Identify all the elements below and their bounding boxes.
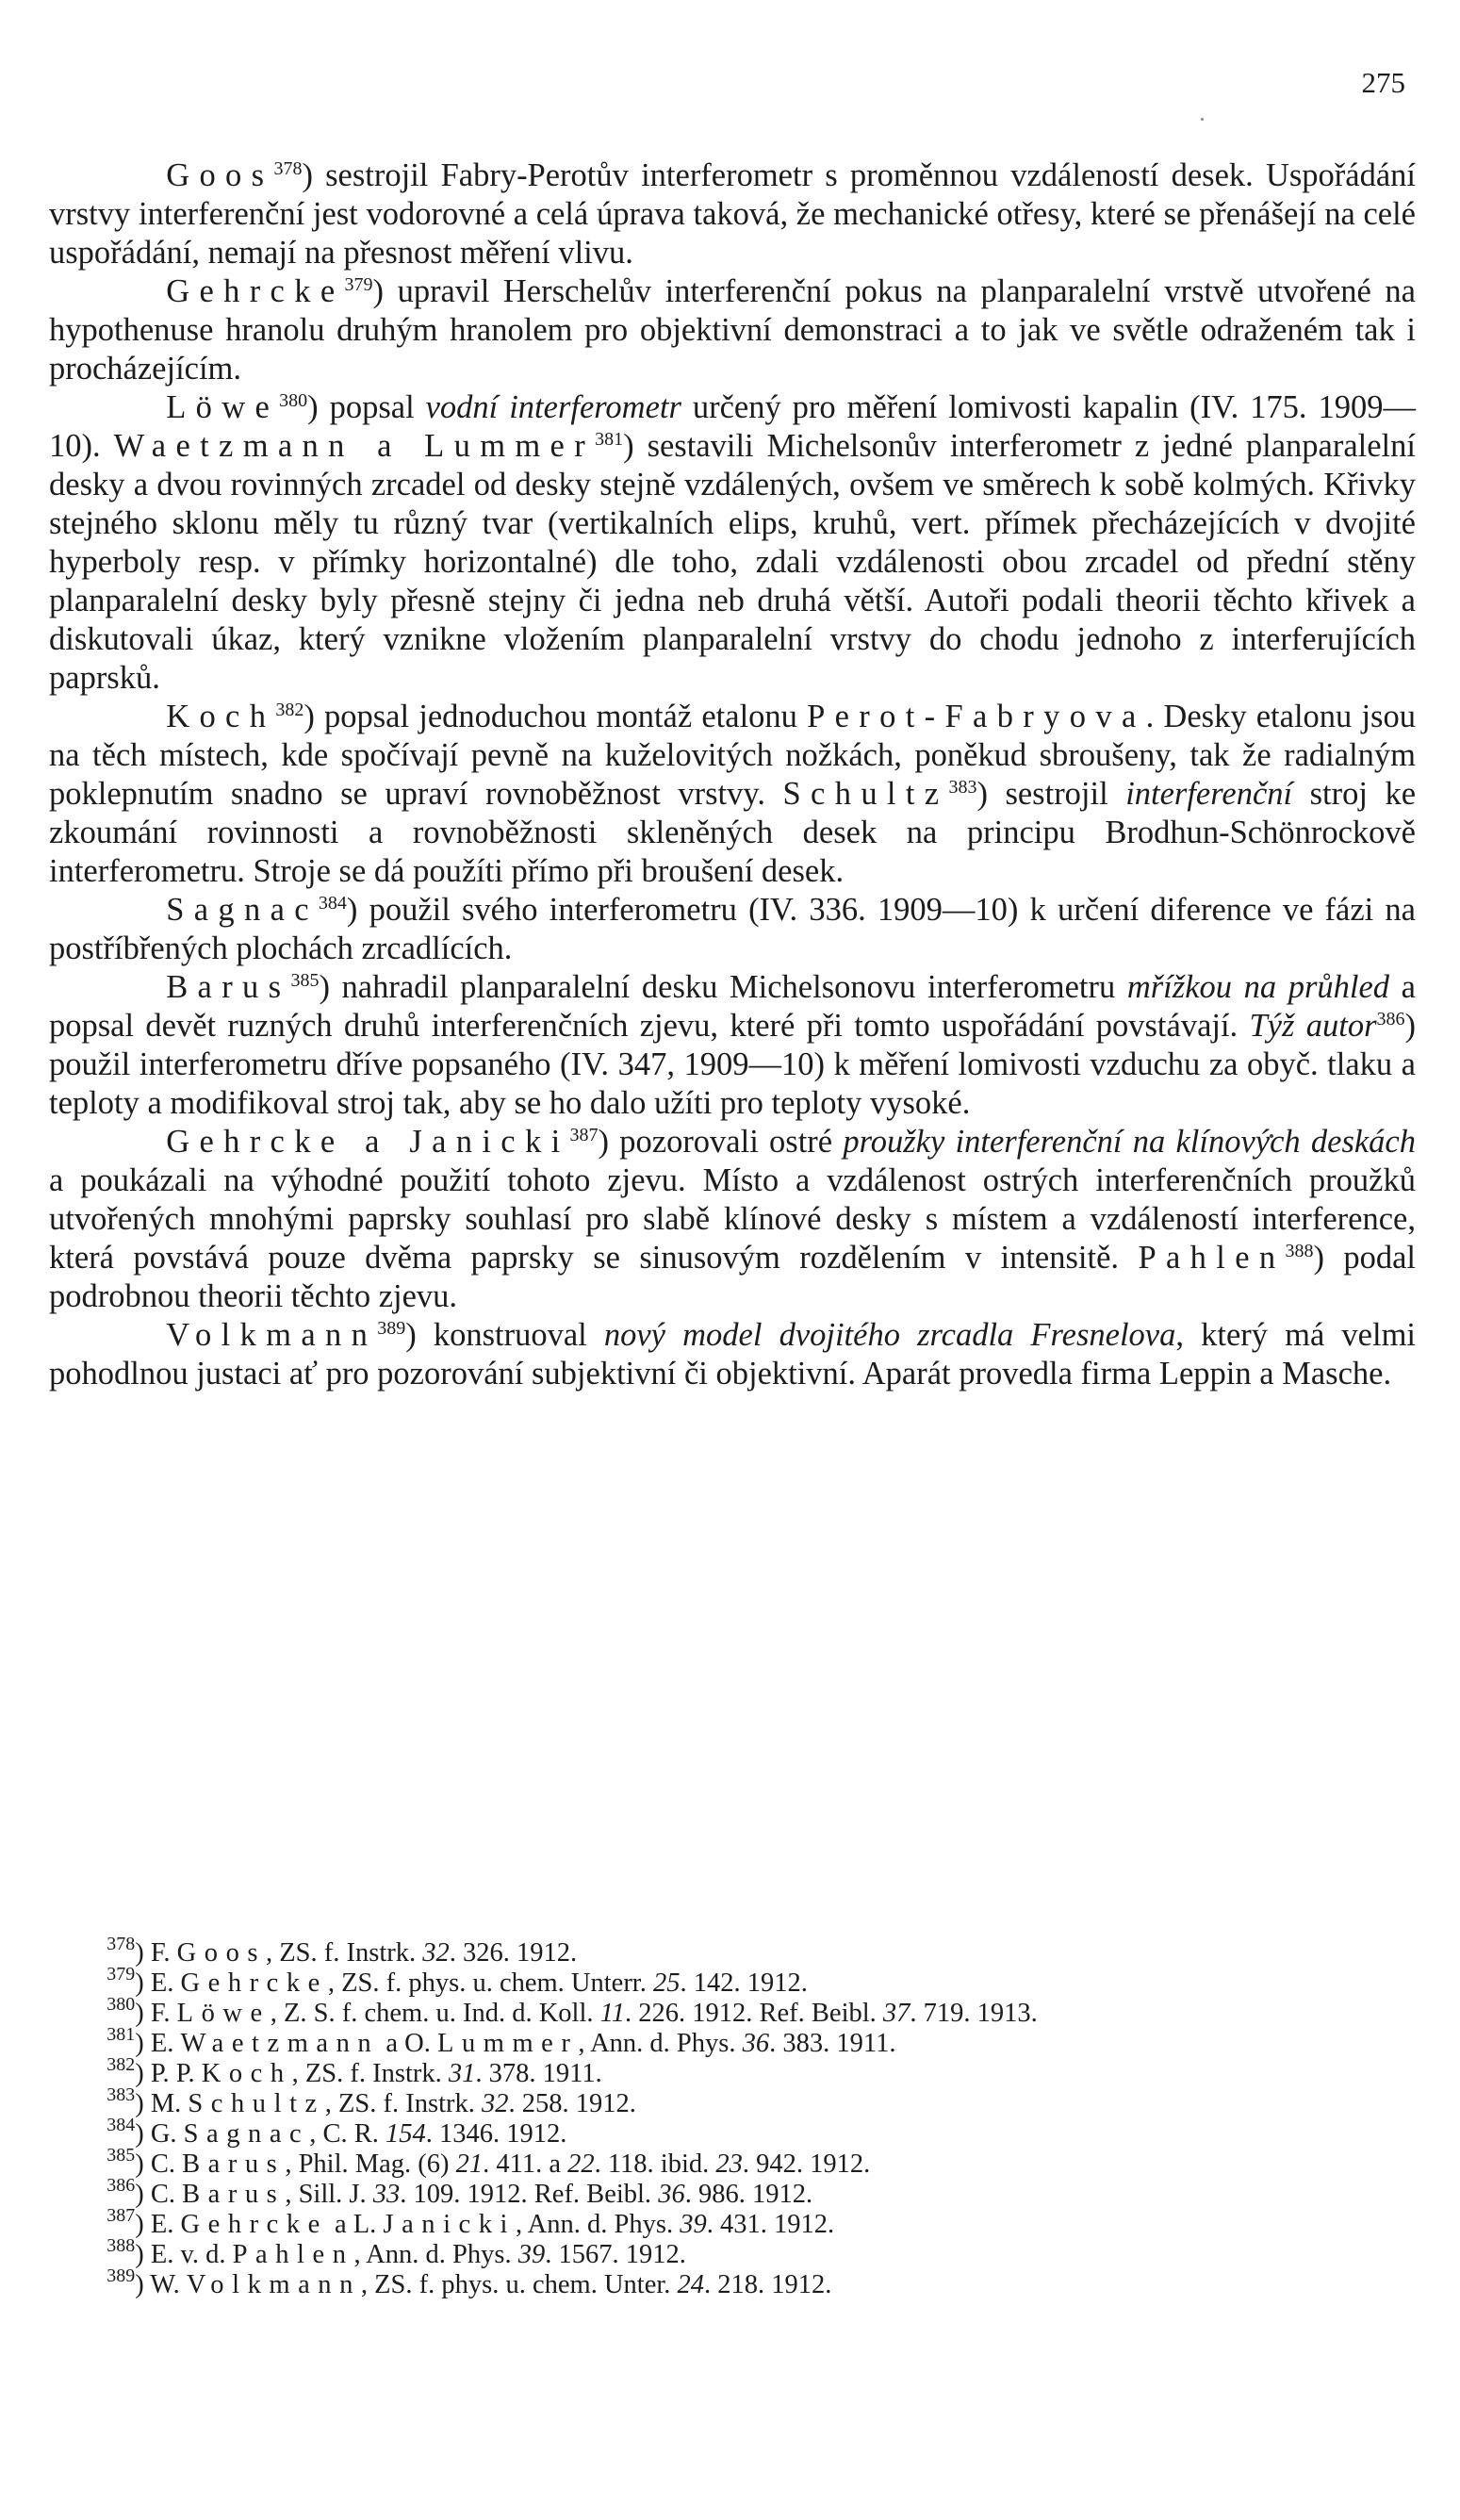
text-run: . 383. 1911. (769, 2029, 896, 2058)
text-run: , ZS. f. phys. u. chem. Unter. (360, 2270, 678, 2299)
italic-text: 39 (680, 2210, 707, 2239)
author-name: Volkmann (186, 2270, 361, 2299)
paragraph (49, 272, 1416, 388)
italic-text: nový model dvojitého zrcadla Fresnelova (603, 1317, 1176, 1353)
italic-text: Týž autor (1249, 1008, 1377, 1044)
text-run: . 1567. 1912. (545, 2240, 686, 2269)
paragraph (49, 968, 1416, 1123)
footnote-number-value: 383 (107, 2084, 136, 2105)
footnote-paren: ) (135, 2180, 151, 2209)
text-run: , Ann. d. Phys. (353, 2240, 518, 2269)
text-run: . 1346. 1912. (425, 2119, 567, 2149)
footnote (49, 2023, 1416, 2059)
footnote (49, 2114, 1416, 2149)
author-name: Schultz (188, 2089, 325, 2118)
footnote-paren: ) (135, 2210, 151, 2239)
footnote-number-value: 388 (107, 2234, 136, 2256)
text-run: F. (150, 1999, 177, 2028)
speck (1201, 118, 1204, 121)
paragraph (49, 156, 1416, 272)
footnote-ref: 380 (279, 389, 308, 411)
text-run: . 942. 1912. (742, 2149, 871, 2179)
footnote-number-value: 385 (107, 2144, 136, 2166)
footnote-paren: ) (135, 2270, 151, 2299)
page-number: 275 (1361, 66, 1405, 99)
footnote-ref: 378 (273, 157, 303, 179)
italic-text: 11 (599, 1999, 626, 2028)
text-run: , ZS. f. Instrk. (266, 1938, 423, 1968)
author-name: Volkmann (166, 1317, 378, 1353)
text-run: . 258. 1912. (508, 2089, 636, 2118)
text-run: . 218. 1912. (704, 2270, 832, 2299)
footnote (49, 2204, 1416, 2240)
footnote-ref: 389 (377, 1317, 406, 1339)
footnotes (49, 1933, 1416, 2300)
text-run: ) podal podrobnou theorii těchto zjevu. (49, 1240, 1416, 1314)
footnote-paren: ) (135, 1938, 151, 1968)
italic-text: vodní interferometr (425, 389, 681, 425)
italic-text: interferenční (1125, 776, 1293, 812)
text-run: a popsal devět ruzných druhů interferenčních zjevu, které při tomto uspořádání povstávají. (49, 969, 1416, 1044)
italic-text: 31 (448, 2059, 476, 2088)
italic-text: 32 (422, 1938, 450, 1968)
text-run: ) popsal jednoduchou montáž etalonu (303, 699, 808, 734)
footnote-ref: 379 (344, 273, 373, 295)
italic-text: 21 (455, 2149, 484, 2179)
footnote-ref: 382 (275, 699, 304, 720)
text-run: ) pozorovali ostré (598, 1124, 844, 1160)
text-run: , ZS. f. Instrk. (324, 2089, 482, 2118)
body-text (49, 156, 1416, 1393)
text-run: ) upravil Herschelův interferenční pokus na planparalelní vrstvě utvořené na hypothenuse hranolu druhým hranolem pro objektivní demonstraci a to jak ve světle odraženém tak i procházejícím. (49, 273, 1416, 387)
footnote (49, 1933, 1416, 1968)
author-name: Sagnac (166, 892, 319, 928)
footnote-ref: 388 (1285, 1240, 1314, 1261)
text-run: . 326. 1912. (449, 1938, 578, 1968)
text-run: E. v. d. (150, 2240, 233, 2269)
author-name: Gehrcke (180, 1968, 328, 1998)
text-run: . 719. 1913. (910, 1999, 1038, 2028)
author-name: Schultz (782, 776, 949, 812)
author-name: Perot-Fabryova (807, 699, 1146, 734)
footnote-number-value: 378 (107, 1933, 136, 1954)
text-run: ) sestrojil (976, 776, 1126, 812)
italic-text: 32 (482, 2089, 509, 2118)
footnote-number-value: 384 (107, 2114, 136, 2135)
author-name: Barus (182, 2180, 286, 2209)
text-run: ) sestrojil Fabry-Perotův interferometr s proměnnou vzdáleností desek. Uspořádání vrstvy interferenční jest vodorovné a celá úprava taková, že mechanické otřesy, které se přenášejí na celé uspořádání, nemají na přesnost měření vlivu. (49, 157, 1416, 271)
author-name: Pahlen (1138, 1240, 1286, 1276)
footnote-number-value: 381 (107, 2023, 136, 2045)
text-run: , C. R. (309, 2119, 386, 2149)
italic-text: 39 (517, 2240, 546, 2269)
text-run: , Z. S. f. chem. u. Ind. d. Koll. (270, 1999, 600, 2028)
footnote-paren: ) (135, 1968, 151, 1998)
footnote (49, 1993, 1416, 2029)
author-name: Gehrcke (166, 273, 345, 309)
text-run: . 431. 1912. (706, 2210, 835, 2239)
text-run: určený pro měření lomivosti kapalin (IV. 175. 1909—10). (49, 389, 1416, 464)
footnote-ref: 386 (1376, 1008, 1405, 1029)
author-name: Koch (201, 2059, 292, 2088)
italic-text: 24 (677, 2270, 705, 2299)
text-run: , který má velmi pohodlnou justaci ať pro pozorování subjektivní či objektivní. Aparát provedla firma Leppin a Masche. (49, 1317, 1416, 1392)
footnote (49, 2174, 1416, 2210)
text-run: ) použil svého interferometru (IV. 336. 1909—10) k určení diference ve fázi na postříbřených plochách zrcadlících. (49, 892, 1416, 966)
text-run: C. (150, 2180, 183, 2209)
author-name: Janicki (383, 2210, 516, 2239)
italic-text: 154 (386, 2119, 426, 2149)
text-run: . 226. 1912. Ref. Beibl. (625, 1999, 883, 2028)
paragraph (49, 1123, 1416, 1316)
footnote-number-value: 380 (107, 1993, 136, 2015)
footnote-paren: ) (135, 2240, 151, 2269)
footnote-ref: 387 (569, 1124, 599, 1145)
italic-text: 33 (372, 2180, 401, 2209)
footnote (49, 2265, 1416, 2300)
italic-text: 37 (882, 1999, 910, 2028)
text-run: . 118. ibid. (594, 2149, 716, 2179)
paragraph (49, 891, 1416, 968)
text-run: E. (150, 1968, 181, 1998)
footnote-paren: ) (135, 1999, 151, 2028)
footnote-number-value: 389 (107, 2265, 136, 2286)
text-run: E. (150, 2029, 181, 2058)
italic-text: 22 (567, 2149, 595, 2179)
text-run: stroj ke zkoumání rovinnosti a rovnoběžnosti skleněných desek na principu Brodhun-Schönrockově interferometru. Stroje se dá použíti přímo při broušení desek. (49, 776, 1417, 889)
footnote-ref: 384 (318, 892, 347, 914)
author-name: Gehrcke a Janicki (166, 1124, 570, 1160)
paragraph (49, 698, 1416, 891)
author-name: Goos (166, 157, 274, 193)
footnote-ref: 381 (595, 428, 624, 450)
footnote (49, 2084, 1416, 2119)
text-run: E. (150, 2210, 181, 2239)
author-name: Barus (182, 2149, 286, 2179)
text-run: F. (150, 1938, 177, 1968)
author-name: Goos (176, 1938, 267, 1968)
text-run: . 378. 1911. (475, 2059, 602, 2088)
text-run: , ZS. f. Instrk. (291, 2059, 449, 2088)
text-run: , Ann. d. Phys. (516, 2210, 681, 2239)
footnote-ref: 383 (948, 776, 977, 798)
author-name: Waetzmann a Lummer (113, 428, 596, 464)
italic-text: 36 (658, 2180, 685, 2209)
author-name: Lummer (436, 2029, 579, 2058)
text-run: , Ann. d. Phys. (578, 2029, 743, 2058)
author-name: Sagnac (183, 2119, 310, 2149)
footnote-paren: ) (135, 2089, 151, 2118)
text-run: , Phil. Mag. (6) (285, 2149, 456, 2179)
text-run: , Sill. J. (285, 2180, 373, 2209)
footnote-paren: ) (135, 2119, 151, 2149)
text-run: P. P. (150, 2059, 202, 2088)
italic-text: 36 (742, 2029, 770, 2058)
author-name: Löwe (176, 1999, 271, 2028)
text-run: ) použil interferometru dříve popsaného (IV. 347, 1909—10) k měření lomivosti vzduchu za obyč. tlaku a teploty a modifikoval stroj tak, aby se ho dalo užíti pro teploty vysoké. (49, 1008, 1416, 1121)
paragraph (49, 1316, 1416, 1393)
text-run: . 986. 1912. (684, 2180, 813, 2209)
footnote-number-value: 387 (107, 2204, 136, 2226)
text-run: . 109. 1912. Ref. Beibl. (400, 2180, 659, 2209)
italic-text: proužky interferenční na klínových deskách (843, 1124, 1416, 1160)
footnote-number-value: 379 (107, 1963, 136, 1985)
text-run: ) sestavili Michelsonův interferometr z jedné planparalelní desky a dvou rovinných zrcadel od desky stejně vzdálených, ovšem ve směrech k sobě kolmých. Křivky stejného sklonu měly tu různý tvar (vertikalních elips, kruhů, vert. přímek přecházejících v dvojité hyperboly resp. v přímky horizontalné) dle toho, zdali vzdálenosti obou zrcadel od přední stěny planparalelní desky byly přesně stejny či jedna neb druhá větší. Autoři podali theorii těchto křivek a diskutovali úkaz, který vznikne vložením planparalelní vrstvy do chodu jednoho z interferujících paprsků. (49, 428, 1416, 696)
text-run: G. (150, 2119, 184, 2149)
text-run: a poukázali na výhodné použití tohoto zjevu. Místo a vzdálenost ostrých interferenčních proužků utvořených mnohými paprsky souhlasí pro slabě klínové desky s místem a vzdáleností interference, která povstává pouze dvěma paprsky se sinusovým rozdělením v intensitě. (49, 1162, 1416, 1276)
footnote-paren: ) (135, 2149, 151, 2179)
text-run: . Desky etalonu jsou na těch místech, kde spočívají pevně na kuželovitých nožkách, poněkud sbroušeny, tak že radialným poklepnutím snadno se upraví rovnoběžnost vrstvy. (49, 699, 1416, 812)
author-name: Koch (166, 699, 276, 734)
italic-text: 25 (652, 1968, 681, 1998)
author-name: Waetzmann (180, 2029, 380, 2058)
text-run: a L. (327, 2210, 384, 2239)
text-run: M. (150, 2089, 189, 2118)
author-name: Löwe (166, 389, 280, 425)
text-run: C. (150, 2149, 183, 2179)
footnote (49, 2234, 1416, 2270)
text-run: W. (150, 2270, 187, 2299)
footnote-number (107, 2265, 151, 2299)
text-run: , ZS. f. phys. u. chem. Unterr. (327, 1968, 653, 1998)
italic-text: mřížkou na průhled (1126, 969, 1390, 1005)
footnote-paren: ) (135, 2029, 151, 2058)
footnote (49, 1963, 1416, 1999)
text-run: ) konstruoval (405, 1317, 604, 1353)
footnote-paren: ) (135, 2059, 151, 2088)
footnote-ref: 385 (290, 969, 320, 991)
text-run: . 142. 1912. (680, 1968, 808, 1998)
paragraph (49, 388, 1416, 698)
footnote (49, 2144, 1416, 2180)
author-name: Barus (166, 969, 291, 1005)
footnote (49, 2053, 1416, 2089)
author-name: Pahlen (232, 2240, 354, 2269)
text-run: ) nahradil planparalelní desku Michelsonovu interferometru (319, 969, 1127, 1005)
italic-text: 23 (715, 2149, 743, 2179)
footnote-number-value: 386 (107, 2174, 136, 2196)
footnote-number-value: 382 (107, 2053, 136, 2075)
text-run: a O. (379, 2029, 437, 2058)
text-run: ) popsal (307, 389, 426, 425)
text-run: . 411. a (483, 2149, 568, 2179)
author-name: Gehrcke (180, 2210, 328, 2239)
